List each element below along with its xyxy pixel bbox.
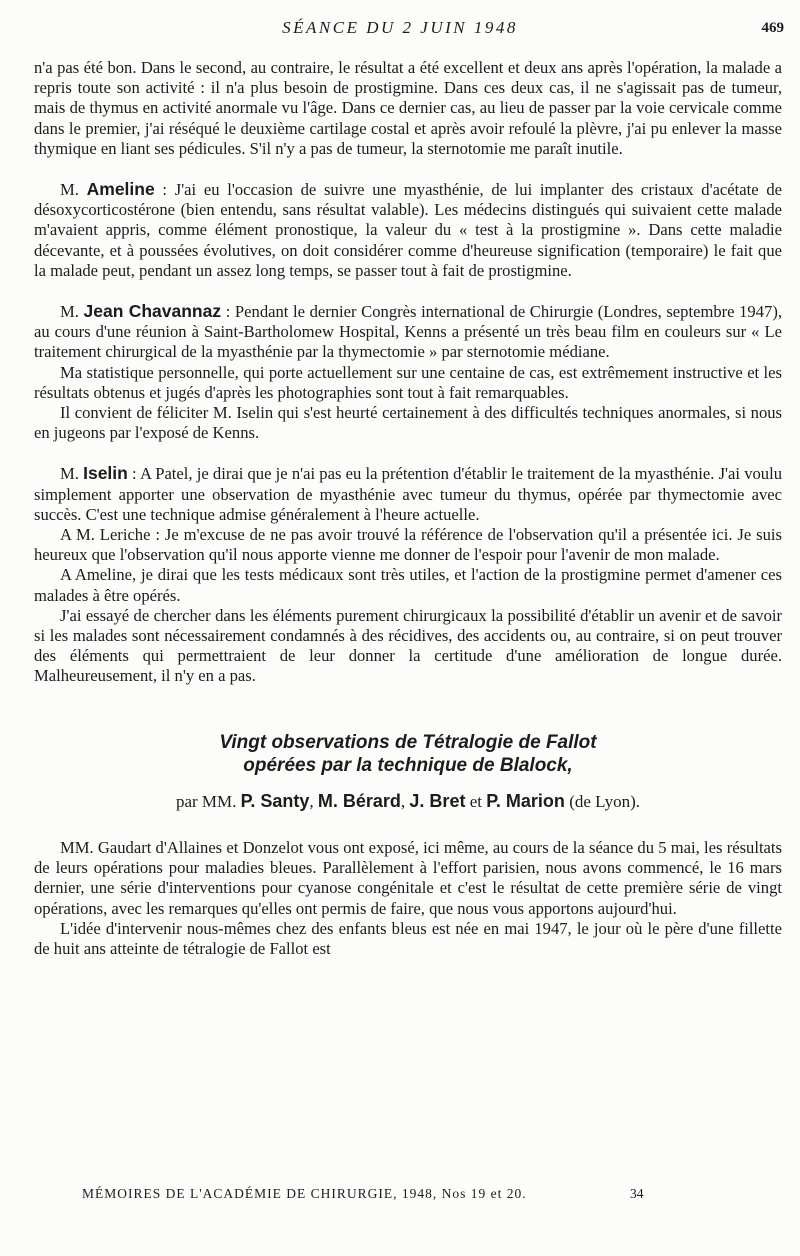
speaker-prefix: M.: [60, 180, 87, 200]
author-name: P. Marion: [486, 790, 565, 811]
article-paragraph: [34, 919, 782, 959]
running-head: SÉANCE DU 2 JUIN 1948: [282, 18, 518, 37]
article-title-line: Vingt observations de Tétralogie de Fallot: [219, 731, 597, 753]
paragraph-text: Ma statistique personnelle, qui porte actuellement sur une centaine de cas, est extrêmement instructive et les résultats obtenus et jugés d'après les photographies sont tout à fait remarquables.: [34, 362, 782, 402]
paragraph-text: : A Patel, je dirai que je n'ai pas eu la prétention d'établir le traitement de la myasthénie. J'ai voulu simplement apporter une observation de myasthénie avec tumeur du thymus, opérée par thymectomie avec succès. C'est une technique admise généralement à l'heure actuelle.: [34, 464, 782, 524]
paragraph-text: Il convient de féliciter M. Iselin qui s'est heurté certainement à des difficultés techniques anormales, si nous en jugeons par l'exposé de Kenns.: [34, 403, 782, 443]
author-separator: ,: [309, 791, 318, 811]
page-number: 469: [761, 20, 784, 36]
author-name: P. Santy: [240, 790, 310, 811]
paragraph-text: A M. Leriche : Je m'excuse de ne pas avoir trouvé la référence de l'observation qu'il a présentée ici. Je suis heureux que l'observation qu'il nous apporte vienne me donner de l'espoir pour l'avenir de mon malade.: [34, 525, 782, 565]
speaker-name: Ameline: [86, 179, 155, 200]
author-name: M. Bérard: [317, 790, 401, 811]
paragraph-text: J'ai essayé de chercher dans les éléments purement chirurgicaux la possibilité d'établir un avenir et de savoir si les malades sont nécessairement condamnés à des récidives, des accidents ou, au contraire, si on peut trouver des éléments qui permettraient de leur donner la certitude d'une amélioration de longue durée. Malheureusement, il n'y en a pas.: [34, 605, 782, 686]
sheet-number: 34: [630, 1186, 644, 1201]
paragraph: [34, 606, 782, 687]
paragraph: [34, 58, 782, 159]
author-separator: ,: [400, 791, 410, 811]
paragraph-text: : J'ai eu l'occasion de suivre une myasthénie, de lui implanter des cristaux d'acétate de désoxycorticostérone (bien entendu, sans résultat valable). Les médecins distingués qui suivaient cette malade m'avaient appris, comme élément pronostique, la valeur du « test à la prostigmine ». Dans cette maladie décevante, et à poussées évolutives, on doit considérer comme d'heureuse signification (temporaire) le fait que la malade peut, pendant un assez long temps, se passer tout à fait de prostigmine.: [34, 180, 782, 280]
article-paragraph: [34, 838, 782, 919]
paragraph-text: A Ameline, je dirai que les tests médicaux sont très utiles, et l'action de la prostigmine permet d'amener ces malades à être opérés.: [34, 565, 782, 605]
author-separator: et: [465, 791, 487, 811]
paragraph-text: n'a pas été bon. Dans le second, au contraire, le résultat a été excellent et deux ans après l'opération, la malade a repris toute son activité : il n'a plus besoin de prostigmine. Dans ces deux cas, il ne s'agissait pas de tumeur, mais de thymus en activité anormale vu l'âge. Dans ce dernier cas, au lieu de passer par la voie cervicale comme dans le premier, j'ai réséqué le deuxième cartilage costal et après avoir refoulé la plèvre, j'ai pu enlever la masse thymique en liant ses pédicules. S'il n'y a pas de tumeur, la sternotomie me paraît inutile.: [34, 58, 782, 158]
discussion-paragraph: [34, 179, 782, 281]
speaker-prefix: M.: [60, 302, 84, 322]
discussion-paragraph: [34, 301, 782, 363]
speaker-name: Jean Chavannaz: [83, 301, 222, 322]
speaker-name: Iselin: [83, 463, 128, 484]
paragraph: [34, 403, 782, 443]
article-byline: [34, 791, 782, 812]
article-title-line: opérées par la technique de Blalock,: [243, 754, 573, 776]
page-header: [0, 18, 800, 44]
discussion-paragraph: [34, 463, 782, 525]
paragraph: [34, 363, 782, 403]
author-name: J. Bret: [409, 790, 466, 811]
paragraph: [34, 525, 782, 565]
author-affiliation: (de Lyon).: [564, 791, 641, 811]
byline-prefix: par MM.: [175, 791, 241, 811]
paragraph: [34, 565, 782, 605]
article-title: [34, 731, 782, 777]
speaker-prefix: M.: [60, 464, 84, 484]
page-footer: [0, 1186, 800, 1208]
paragraph-text: L'idée d'intervenir nous-mêmes chez des enfants bleus est née en mai 1947, le jour où le père d'une fillette de huit ans atteinte de tétralogie de Fallot est: [34, 918, 782, 958]
paragraph-text: MM. Gaudart d'Allaines et Donzelot vous ont exposé, ici même, au cours de la séance du 5 mai, les résultats de leurs opérations pour maladies bleues. Parallèlement à l'effort parisien, nous avons commencé, le 16 mars dernier, une série d'interventions pour cyanose congénitale et c'est le résultat de cette première série de vingt opérations, avec les remarques qu'elles ont permis de faire, que nous vous apportons aujourd'hui.: [34, 837, 782, 918]
page-body: [34, 58, 782, 959]
paragraph-text: : Pendant le dernier Congrès international de Chirurgie (Londres, septembre 1947), au cours d'une réunion à Saint-Bartholomew Hospital, Kenns a présenté un très beau film en couleurs sur « Le traitement chirurgical de la myasthénie par la thymectomie » par sternotomie médiane.: [34, 302, 782, 362]
journal-citation: MÉMOIRES DE L'ACADÉMIE DE CHIRURGIE, 1948, Nos 19 et 20.: [82, 1186, 527, 1201]
